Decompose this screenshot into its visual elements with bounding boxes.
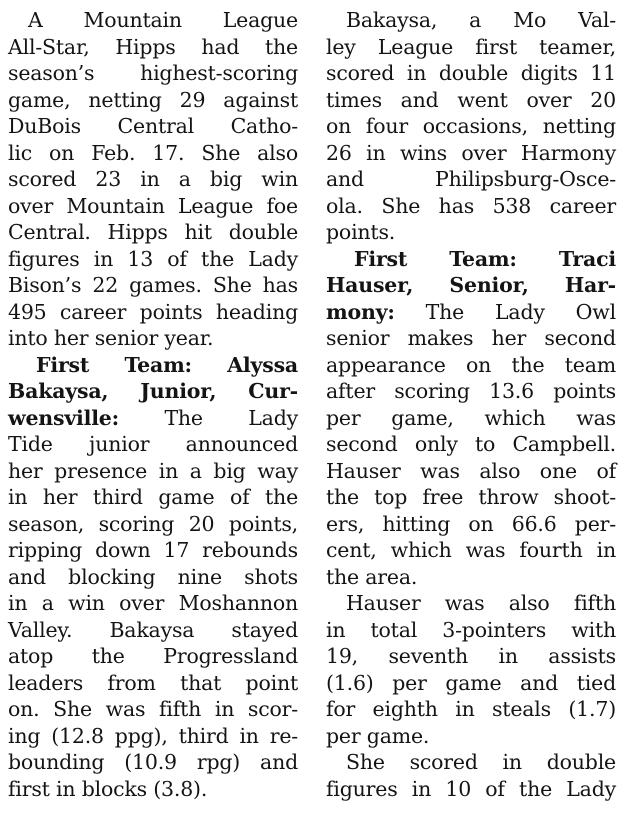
- line-text: scored in double digits 11: [326, 61, 616, 85]
- line-text: ers, hitting on 66.6 per-: [326, 511, 616, 536]
- line-text: scored 23 in a big win: [8, 167, 298, 191]
- line-text: for eighth in steals (1.7): [326, 697, 616, 721]
- line-text: on. She was fifth in scor-: [8, 697, 298, 721]
- line-text: points.: [326, 220, 396, 244]
- line-text: Tide junior announced: [8, 432, 298, 456]
- text-line: [326, 723, 616, 750]
- run-in-heading: wensville:: [8, 405, 120, 430]
- text-line: [8, 670, 298, 697]
- line-text: figures in 10 of the Lady: [326, 776, 616, 801]
- text-line: [326, 670, 616, 697]
- line-text: Bakaysa, a Mo Val-: [346, 8, 616, 32]
- line-text: in total 3-pointers with: [326, 617, 616, 642]
- line-text: times and went over 20: [326, 87, 616, 112]
- text-line: [8, 140, 298, 167]
- line-text: (1.6) per game and tied: [326, 670, 616, 695]
- line-text: figures in 13 of the Lady: [8, 246, 298, 271]
- line-text: She scored in double: [346, 750, 616, 774]
- text-line: [326, 537, 616, 564]
- text-line: [8, 219, 298, 246]
- line-text: Valley. Bakaysa stayed: [8, 617, 298, 642]
- line-text: in her third game of the: [8, 485, 298, 509]
- text-line: [326, 458, 616, 485]
- run-in-heading: Bakaysa, Junior, Cur-: [8, 379, 298, 403]
- text-line: [8, 352, 298, 379]
- line-text: The Lady: [119, 405, 298, 430]
- line-text: Hauser was also fifth: [346, 591, 616, 615]
- line-text: her presence in a big way: [8, 458, 298, 483]
- text-line: [8, 458, 298, 485]
- line-text: and Philipsburg-Osce-: [326, 167, 616, 191]
- text-line: [326, 749, 616, 776]
- text-line: [8, 246, 298, 273]
- line-text: ripping down 17 rebounds: [8, 538, 298, 562]
- text-line: [8, 272, 298, 299]
- text-line: [8, 537, 298, 564]
- text-line: [326, 378, 616, 405]
- text-line: [8, 34, 298, 61]
- text-line: [326, 246, 616, 273]
- line-text: after scoring 13.6 points: [326, 379, 616, 403]
- line-text: over Mountain League foe: [8, 193, 298, 218]
- text-line: [8, 431, 298, 458]
- text-line: [8, 484, 298, 511]
- text-line: [326, 87, 616, 114]
- line-text: senior makes her second: [326, 326, 616, 350]
- line-text: appearance on the team: [326, 352, 616, 377]
- line-text: leaders from that point: [8, 670, 298, 695]
- article-column-right: [326, 7, 616, 802]
- line-text: second only to Campbell.: [326, 432, 616, 456]
- text-line: [326, 193, 616, 220]
- text-line: [326, 484, 616, 511]
- line-text: the top free throw shoot-: [326, 485, 616, 509]
- text-line: [326, 34, 616, 61]
- text-line: [326, 272, 616, 299]
- line-text: and blocking nine shots: [8, 564, 298, 589]
- line-text: per game, which was: [326, 405, 616, 430]
- line-text: the area.: [326, 564, 418, 589]
- line-text: The Lady Owl: [394, 299, 616, 324]
- text-line: [8, 378, 298, 405]
- text-line: [326, 299, 616, 326]
- line-text: bounding (10.9 rpg) and: [8, 750, 298, 774]
- text-line: [8, 511, 298, 538]
- text-line: [326, 352, 616, 379]
- line-text: on four occasions, netting: [326, 114, 616, 138]
- line-text: 26 in wins over Harmony: [326, 140, 616, 165]
- text-line: [326, 405, 616, 432]
- line-text: DuBois Central Catho-: [8, 114, 298, 138]
- text-line: [8, 325, 298, 352]
- run-in-heading: mony:: [326, 299, 395, 324]
- text-line: [326, 60, 616, 87]
- line-text: 495 career points heading: [8, 299, 298, 324]
- run-in-heading: First Team: Traci: [354, 246, 616, 271]
- text-line: [8, 643, 298, 670]
- line-text: cent, which was fourth in: [326, 538, 616, 562]
- text-line: [326, 696, 616, 723]
- text-line: [8, 193, 298, 220]
- line-text: per game.: [326, 723, 430, 748]
- line-text: All-Star, Hipps had the: [8, 34, 298, 59]
- text-line: [8, 749, 298, 776]
- text-line: [326, 643, 616, 670]
- line-text: first in blocks (3.8).: [8, 776, 208, 801]
- text-line: [326, 564, 616, 591]
- line-text: Central. Hipps hit double: [8, 220, 298, 244]
- text-line: [326, 166, 616, 193]
- text-line: [326, 431, 616, 458]
- line-text: A Mountain League: [28, 8, 298, 32]
- text-line: [8, 696, 298, 723]
- run-in-heading: Hauser, Senior, Har-: [326, 273, 616, 297]
- line-text: game, netting 29 against: [8, 87, 298, 112]
- line-text: ing (12.8 ppg), third in re-: [8, 723, 298, 748]
- text-line: [326, 617, 616, 644]
- text-line: [8, 7, 298, 34]
- text-line: [326, 219, 616, 246]
- line-text: Bison’s 22 games. She has: [8, 273, 298, 297]
- text-line: [8, 87, 298, 114]
- line-text: season’s highest-scoring: [8, 61, 298, 85]
- line-text: in a win over Moshannon: [8, 591, 298, 615]
- run-in-heading: First Team: Alyssa: [36, 352, 298, 377]
- line-text: lic on Feb. 17. She also: [8, 140, 298, 165]
- text-line: [8, 299, 298, 326]
- text-line: [326, 511, 616, 538]
- text-line: [8, 776, 298, 803]
- line-text: ola. She has 538 career: [326, 193, 616, 218]
- text-line: [8, 617, 298, 644]
- text-line: [8, 723, 298, 750]
- text-line: [326, 776, 616, 803]
- text-line: [8, 60, 298, 87]
- text-line: [326, 590, 616, 617]
- text-line: [326, 113, 616, 140]
- text-line: [8, 166, 298, 193]
- line-text: 19, seventh in assists: [326, 644, 616, 668]
- text-line: [8, 590, 298, 617]
- text-line: [8, 564, 298, 591]
- text-line: [326, 140, 616, 167]
- line-text: atop the Progressland: [8, 644, 298, 668]
- line-text: ley League first teamer,: [326, 34, 616, 59]
- text-line: [8, 113, 298, 140]
- text-line: [326, 7, 616, 34]
- line-text: Hauser was also one of: [326, 458, 616, 483]
- text-line: [8, 405, 298, 432]
- text-line: [326, 325, 616, 352]
- line-text: season, scoring 20 points,: [8, 511, 298, 536]
- line-text: into her senior year.: [8, 326, 214, 350]
- article-column-left: [8, 7, 298, 802]
